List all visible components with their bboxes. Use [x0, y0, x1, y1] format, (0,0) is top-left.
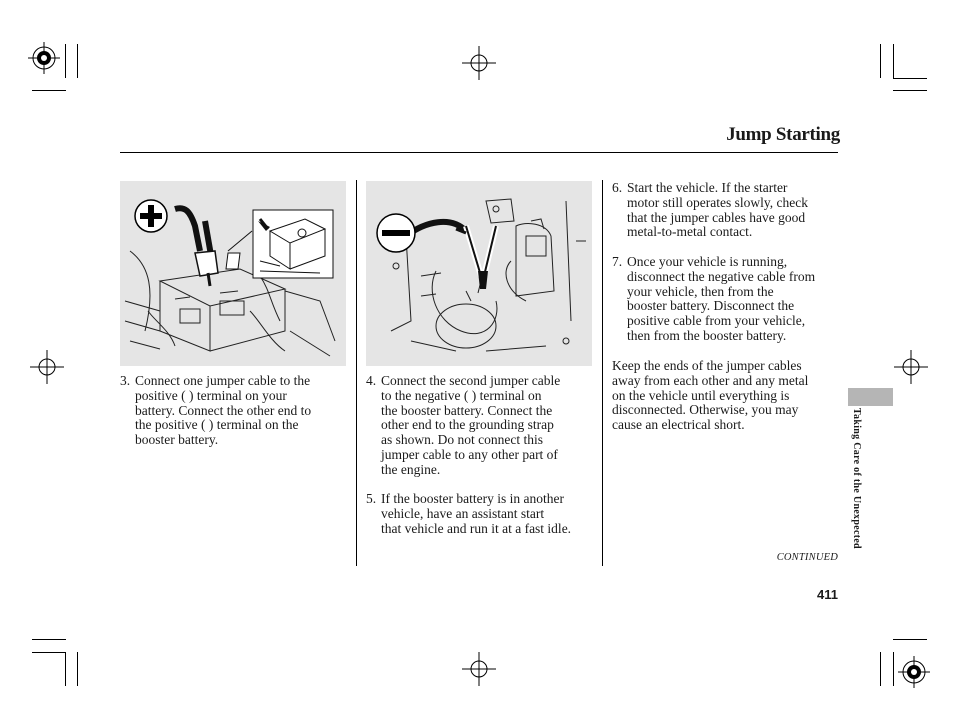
step-line: positive ( ) terminal on your [135, 387, 287, 403]
step-line: positive cable from your vehicle, [627, 313, 806, 329]
step-line: Connect the second jumper cable [381, 373, 561, 388]
warning-line: disconnected. Otherwise, you may [612, 402, 799, 418]
step-line: other end to the grounding strap [381, 417, 554, 433]
warning-paragraph [612, 359, 844, 435]
step-line: vehicle, have an assistant start [381, 505, 545, 521]
step-line: that vehicle and run it at a fast idle. [381, 520, 572, 536]
step-line: metal-to-metal contact. [627, 224, 753, 240]
step-line: booster battery. Disconnect the [627, 298, 795, 314]
step-text [381, 492, 571, 536]
page-number: 411 [817, 587, 838, 602]
step-7 [612, 255, 844, 347]
step-text [381, 374, 560, 478]
step-line: Start the vehicle. If the starter [627, 180, 788, 195]
registration-target-icon [898, 656, 930, 688]
step-4 [366, 374, 600, 480]
plus-symbol-icon [134, 199, 168, 233]
step-line: your vehicle, then from the [627, 283, 774, 299]
step-line: as shown. Do not connect this [381, 432, 543, 448]
step-number: 5. [366, 491, 377, 506]
grounding-strap-illustration [366, 181, 592, 366]
column-divider [356, 180, 357, 566]
step-line: the engine. [381, 461, 441, 477]
step-6 [612, 181, 842, 243]
step-line: then from the booster battery. [627, 327, 787, 343]
step-line: battery. Connect the other end to [135, 402, 312, 418]
step-line: that the jumper cables have good [627, 209, 806, 225]
step-line: disconnect the negative cable from [627, 268, 816, 284]
minus-symbol-icon [376, 213, 416, 253]
column-divider [602, 180, 603, 566]
crosshair-icon [894, 350, 928, 384]
step-line: motor still operates slowly, check [627, 194, 808, 210]
step-text [135, 374, 311, 448]
registration-target-icon [28, 42, 60, 74]
step-line: booster battery. [135, 432, 219, 448]
title-rule [120, 152, 838, 153]
step-line: Once your vehicle is running, [627, 254, 788, 269]
step-number: 6. [612, 180, 623, 195]
step-number: 4. [366, 373, 377, 388]
step-text [627, 255, 815, 344]
page-title: Jump Starting [726, 124, 840, 145]
warning-line: on the vehicle until everything is [612, 387, 790, 403]
step-3 [120, 374, 350, 450]
crosshair-icon [462, 652, 496, 686]
step-number: 3. [120, 373, 131, 388]
step-number: 7. [612, 254, 623, 269]
crosshair-icon [30, 350, 64, 384]
battery-positive-illustration [120, 181, 346, 366]
step-5 [366, 492, 600, 538]
step-line: the positive ( ) terminal on the [135, 417, 299, 433]
warning-line: away from each other and any metal [612, 372, 809, 388]
step-line: Connect one jumper cable to the [135, 373, 311, 388]
warning-line: Keep the ends of the jumper cables [612, 358, 802, 373]
warning-line: cause an electrical short. [612, 417, 745, 433]
step-line: to the negative ( ) terminal on [381, 387, 542, 403]
continued-label: CONTINUED [776, 552, 838, 563]
section-tab [848, 388, 893, 406]
crosshair-icon [462, 46, 496, 80]
step-line: If the booster battery is in another [381, 491, 564, 506]
section-side-label: Taking Care of the Unexpected [851, 408, 862, 549]
step-line: the booster battery. Connect the [381, 402, 553, 418]
step-text [627, 181, 808, 240]
step-line: jumper cable to any other part of [381, 446, 558, 462]
